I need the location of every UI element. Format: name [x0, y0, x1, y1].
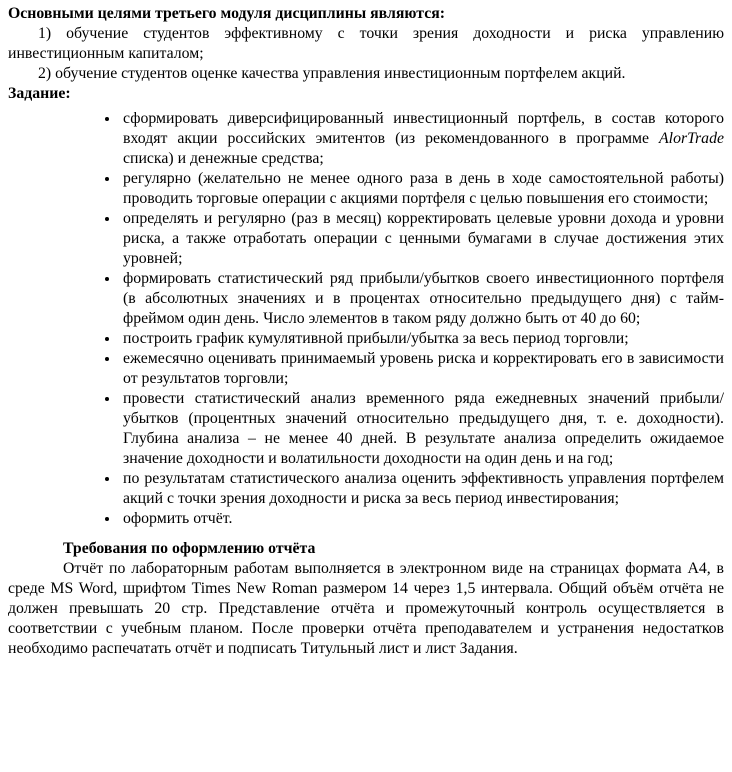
task-item: • по результатам статистического анализа оценить эффективность управления портфелем акций с точки зрения доходности и риска за весь период инвестирования;	[120, 469, 724, 509]
task-heading: Задание:	[8, 85, 71, 102]
task-list	[8, 109, 724, 529]
program-name-italic: AlorTrade	[659, 130, 724, 147]
task-item-text: списка) и денежные средства;	[123, 150, 324, 167]
task-item: • построить график кумулятивной прибыли/убытка за весь период торговли;	[120, 329, 724, 349]
report-paragraph: Отчёт по лабораторным работам выполняется в электронном виде на страницах формата А4, в среде MS Word, шрифтом Times New Roman размером 14 через 1,5 интервала. Общий объём отчёта не должен превышать 20 стр. Представление отчёта и промежуточный контроль осуществляется в соответствии с учебным планом. После проверки отчёта преподавателем и устранения недостатков необходимо распечатать отчёт и подписать Титульный лист и лист Задания.	[8, 560, 724, 657]
task-item: • определять и регулярно (раз в месяц) корректировать целевые уровни дохода и уровни риска, а также отработать операции с ценными бумагами в случае достижения этих уровней;	[120, 209, 724, 269]
task-item: • регулярно (желательно не менее одного раза в день в ходе самостоятельной работы) проводить торговые операции с акциями портфеля с целью повышения его стоимости;	[120, 169, 724, 209]
task-item-text: сформировать диверсифицированный инвестиционный портфель, в состав которого входят акции российских эмитентов (из рекомендованного в программе	[123, 110, 724, 147]
document-page	[8, 4, 724, 659]
goal-item-2: 2) обучение студентов оценке качества управления инвестиционным портфелем акций.	[38, 65, 626, 82]
report-heading: Требования по оформлению отчёта	[63, 540, 316, 557]
task-item: • провести статистический анализ временного ряда ежедневных значений прибыли/убытков (процентных значений относительно предыдущего дня, т. е. доходности). Глубина анализа – не менее 40 дней. В результате анализа определить ожидаемое значение доходности и волатильности доходности на один день и на год;	[120, 389, 724, 469]
task-item: • оформить отчёт.	[120, 509, 724, 529]
task-item: • ежемесячно оценивать принимаемый уровень риска и корректировать его в зависимости от результатов торговли;	[120, 349, 724, 389]
task-item: • формировать статистический ряд прибыли/убытков своего инвестиционного портфеля (в абсолютных значениях и в процентах относительно предыдущего дня) с тайм-фреймом один день. Число элементов в таком ряду должно быть от 40 до 60;	[120, 269, 724, 329]
goal-item-1: 1) обучение студентов эффективному с точки зрения доходности и риска управлению инвестиционным капиталом;	[8, 25, 724, 62]
task-item	[120, 109, 724, 169]
goals-heading: Основными целями третьего модуля дисциплины являются:	[8, 5, 446, 22]
